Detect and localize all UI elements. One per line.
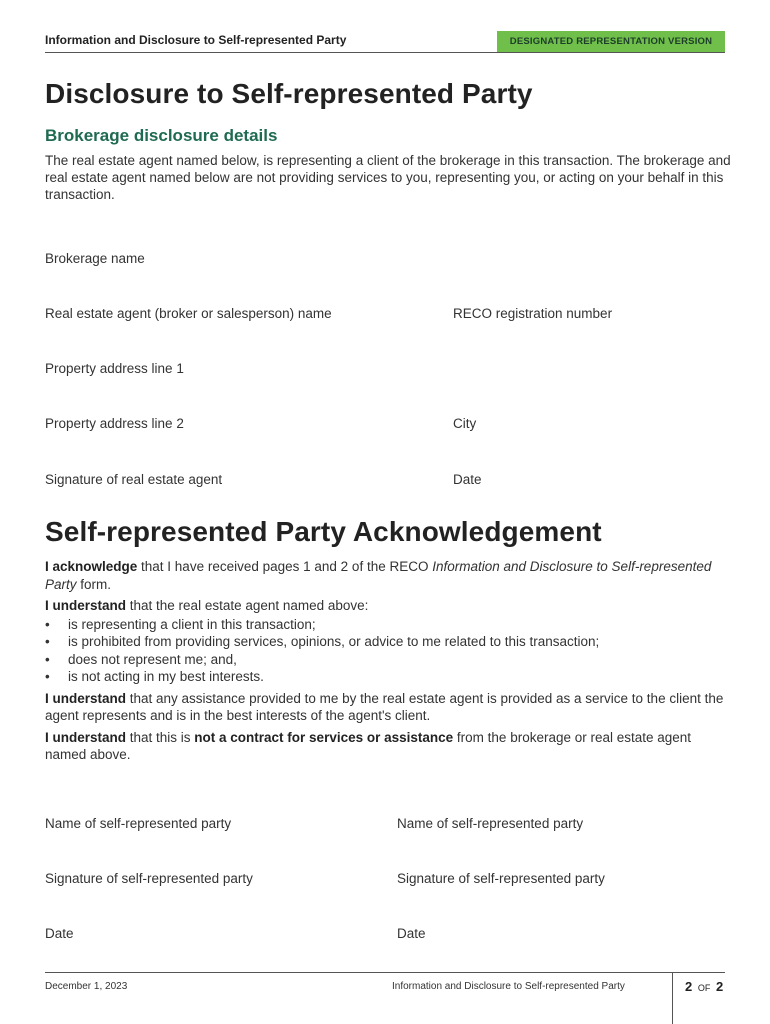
disclosure-title: Disclosure to Self-represented Party xyxy=(45,78,533,109)
understand-statement-2 xyxy=(45,690,735,725)
understand-lead-3: I understand xyxy=(45,729,127,745)
party-name-label-right: Name of self-represented party xyxy=(397,816,584,831)
footer-separator xyxy=(672,972,673,1024)
list-item: • is prohibited from providing services, opinions, or advice to me related to this transaction; xyxy=(45,633,735,651)
address-line1-label: Property address line 1 xyxy=(45,361,184,376)
party-signature-label-right: Signature of self-represented party xyxy=(397,871,605,886)
form-name: Information and Disclosure to Self-represented Party xyxy=(45,559,712,592)
acknowledge-statement xyxy=(45,558,735,593)
brokerage-name-label: Brokerage name xyxy=(45,251,145,266)
understand-statement-1 xyxy=(45,597,735,615)
understand-text-3: that this is xyxy=(126,729,195,745)
party-signature-label-left: Signature of self-represented party xyxy=(45,871,253,886)
intro-paragraph: The real estate agent named below, is representing a client of the brokerage in this transaction. The brokerage and real estate agent named below are not providing services to you, representing you, or acting on your behalf in this transaction. xyxy=(45,153,731,202)
understand-text-2: that any assistance provided to me by the real estate agent is provided as a service to the client the agent represents and is in the best interests of the agent's client. xyxy=(45,690,724,723)
party-name-label-left: Name of self-represented party xyxy=(45,816,232,831)
page-of: OF xyxy=(697,983,711,993)
understand-lead-1: I understand xyxy=(45,598,127,613)
reco-number-label: RECO registration number xyxy=(453,306,613,321)
list-item: • is representing a client in this transaction; xyxy=(45,616,735,634)
version-badge: DESIGNATED REPRESENTATION VERSION xyxy=(497,31,725,52)
footer-divider xyxy=(45,972,725,973)
brokerage-details-heading: Brokerage disclosure details xyxy=(45,126,278,145)
footer-date: December 1, 2023 xyxy=(45,981,128,992)
page-number xyxy=(685,979,723,994)
header-divider xyxy=(45,52,725,53)
page-total: 2 xyxy=(715,979,724,994)
agent-name-label: Real estate agent (broker or salesperson) name xyxy=(45,306,332,321)
party-date-label-left: Date xyxy=(45,926,74,941)
party-date-label-right: Date xyxy=(397,926,426,941)
page-current: 2 xyxy=(685,979,693,994)
acknowledge-end: form. xyxy=(76,576,112,592)
list-item: • is not acting in my best interests. xyxy=(45,668,735,686)
header-title: Information and Disclosure to Self-represented Party xyxy=(45,33,347,47)
agent-date-label: Date xyxy=(453,472,482,487)
understand-statement-3 xyxy=(45,729,735,764)
footer-title: Information and Disclosure to Self-represented Party xyxy=(392,981,625,992)
acknowledgement-title: Self-represented Party Acknowledgement xyxy=(45,516,602,547)
agent-conditions-list xyxy=(45,616,735,686)
acknowledge-text: that I have received pages 1 and 2 of the RECO xyxy=(137,559,433,574)
acknowledgement-body xyxy=(45,558,735,768)
list-item: • does not represent me; and, xyxy=(45,651,735,669)
understand-lead-2: I understand xyxy=(45,690,127,706)
acknowledge-lead: I acknowledge xyxy=(45,559,138,574)
address-line2-label: Property address line 2 xyxy=(45,416,184,431)
city-label: City xyxy=(453,416,477,431)
understand-end-3: from the brokerage or real estate agent named above. xyxy=(45,729,692,762)
agent-signature-label: Signature of real estate agent xyxy=(45,472,223,487)
not-a-contract-emphasis: not a contract for services or assistance xyxy=(194,729,454,745)
understand-text-1: that the real estate agent named above: xyxy=(126,598,369,613)
